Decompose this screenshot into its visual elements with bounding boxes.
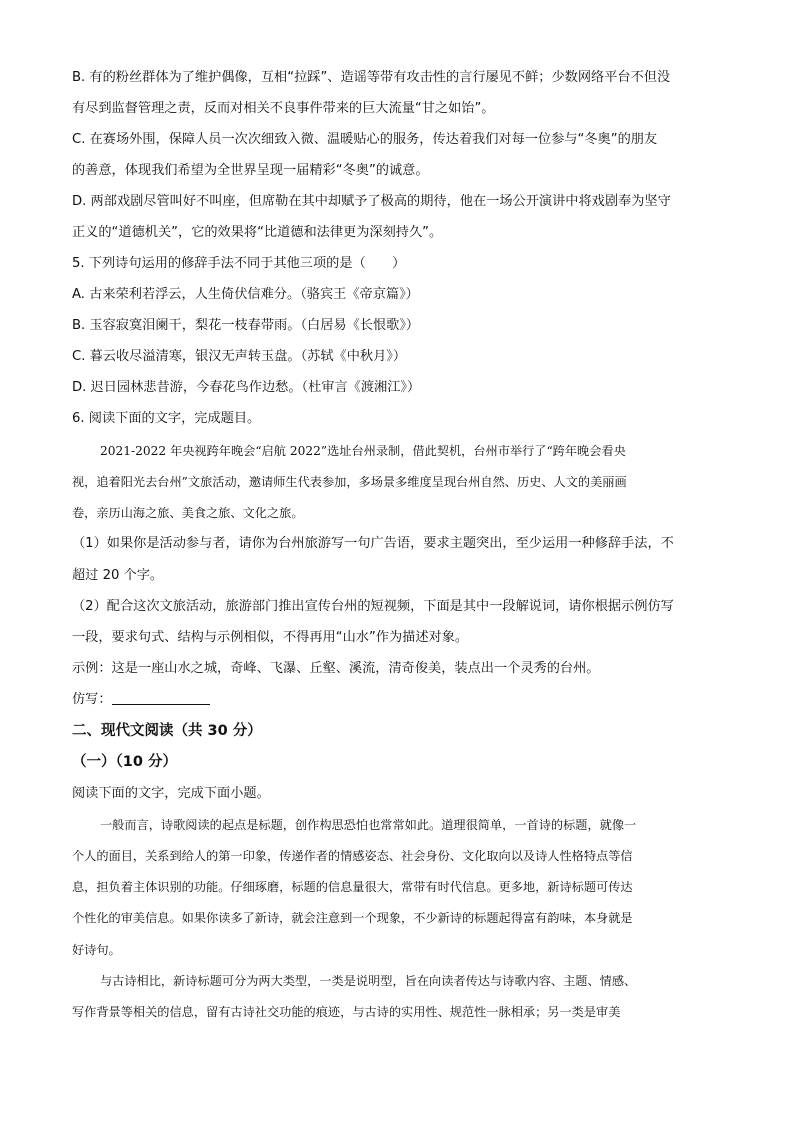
question-5: 5. 下列诗句运用的修辞手法不同于其他三项的是（ ） (72, 256, 406, 271)
imitation-label: 仿写： (72, 692, 112, 707)
q6-passage-line-3: 卷，亲历山海之旅、美食之旅、文化之旅。 (72, 506, 304, 520)
q6-passage-line-1: 2021-2022 年央视跨年晚会“启航 2022”选址台州录制，借此契机，台州市举行了“跨年晚会看央 (100, 444, 626, 458)
option-b-line-2: 有尽到监督管理之责，反而对相关不良事件带来的巨大流量“甘之如饴”。 (72, 101, 495, 116)
q6-sub2-line-2: 一段，要求句式、结构与示例相似，不得再用“山水”作为描述对象。 (72, 630, 469, 645)
option-d-line-1: D. 两部戏剧尽管叫好不叫座，但席勒在其中却赋予了极高的期待，他在一场公开演讲中将戏剧奉为坚守 (72, 194, 671, 209)
imitation-row (72, 690, 724, 710)
q5-option-c: C. 暮云收尽溢清寒，银汉无声转玉盘。（苏轼《中秋月》） (72, 349, 407, 364)
passage-p2-line-1: 与古诗相比，新诗标题可分为两大类型，一类是说明型，旨在向读者传达与诗歌内容、主题、情感、 (100, 974, 637, 988)
option-c-line-1: C. 在赛场外围，保障人员一次次细致入微、温暖贴心的服务，传达着我们对每一位参与“冬奥”的朋友 (72, 132, 658, 147)
passage-p1-line-2: 个人的面目，关系到给人的第一印象，传递作者的情感姿态、社会身份、文化取向以及诗人性格特点等信 (72, 849, 633, 863)
option-b-line-1: B. 有的粉丝群体为了维护偶像，互相“拉踩”、造谣等带有攻击性的言行屡见不鲜；少数网络平台不但没 (72, 70, 671, 85)
q5-option-b: B. 玉容寂寞泪阑干，梨花一枝春带雨。（白居易《长恨歌》） (72, 318, 420, 333)
imitation-answer-blank[interactable] (112, 690, 210, 705)
section-heading: 二、现代文阅读（共 30 分） (72, 723, 262, 739)
question-6: 6. 阅读下面的文字，完成题目。 (72, 411, 261, 426)
q5-option-a: A. 古来荣利若浮云，人生倚伏信难分。（骆宾王《帝京篇》） (72, 287, 419, 302)
q6-sub1-line-2: 超过 20 个字。 (72, 568, 164, 583)
subsection-heading: （一）（10 分） (72, 754, 177, 770)
passage-p1-line-5: 好诗句。 (72, 943, 121, 957)
q5-option-d: D. 迟日园林悲昔游，今春花鸟作边愁。（杜审言《渡湘江》） (72, 380, 421, 395)
passage-p1-line-3: 息，担负着主体识别的功能。仔细琢磨，标题的信息量很大，常带有时代信息。更多地，新诗标题可传达 (72, 880, 633, 894)
reading-instruction: 阅读下面的文字，完成下面小题。 (72, 786, 270, 801)
q6-sub1-line-1: （1）如果你是活动参与者，请你为台州旅游写一句广告语，要求主题突出，至少运用一种修辞手法，不 (72, 536, 674, 551)
passage-p1-line-1: 一般而言，诗歌阅读的起点是标题，创作构思恐怕也常常如此。道理很简单，一首诗的标题，就像一 (100, 818, 637, 832)
q6-passage-line-2: 视，追着阳光去台州”文旅活动，邀请师生代表参加，多场景多维度呈现台州自然、历史、人文的美丽画 (72, 475, 627, 489)
q6-sub2-line-1: （2）配合这次文旅活动，旅游部门推出宣传台州的短视频，下面是其中一段解说词，请你根据示例仿写 (72, 599, 674, 614)
passage-p2-line-2: 写作背景等相关的信息，留有古诗社交功能的痕迹，与古诗的实用性、规范性一脉相承；另一类是审美 (72, 1005, 621, 1019)
option-c-line-2: 的善意，体现我们希望为全世界呈现一届精彩“冬奥”的诚意。 (72, 163, 429, 178)
passage-p1-line-4: 个性化的审美信息。如果你读多了新诗，就会注意到一个现象，不少新诗的标题起得富有韵味，本身就是 (72, 911, 633, 925)
example-sentence: 示例：这是一座山水之城，奇峰、飞瀑、丘壑、溪流，清奇俊美，装点出一个灵秀的台州。 (72, 661, 600, 676)
option-d-line-2: 正义的“道德机关”，它的效果将“比道德和法律更为深刻持久”。 (72, 225, 443, 240)
